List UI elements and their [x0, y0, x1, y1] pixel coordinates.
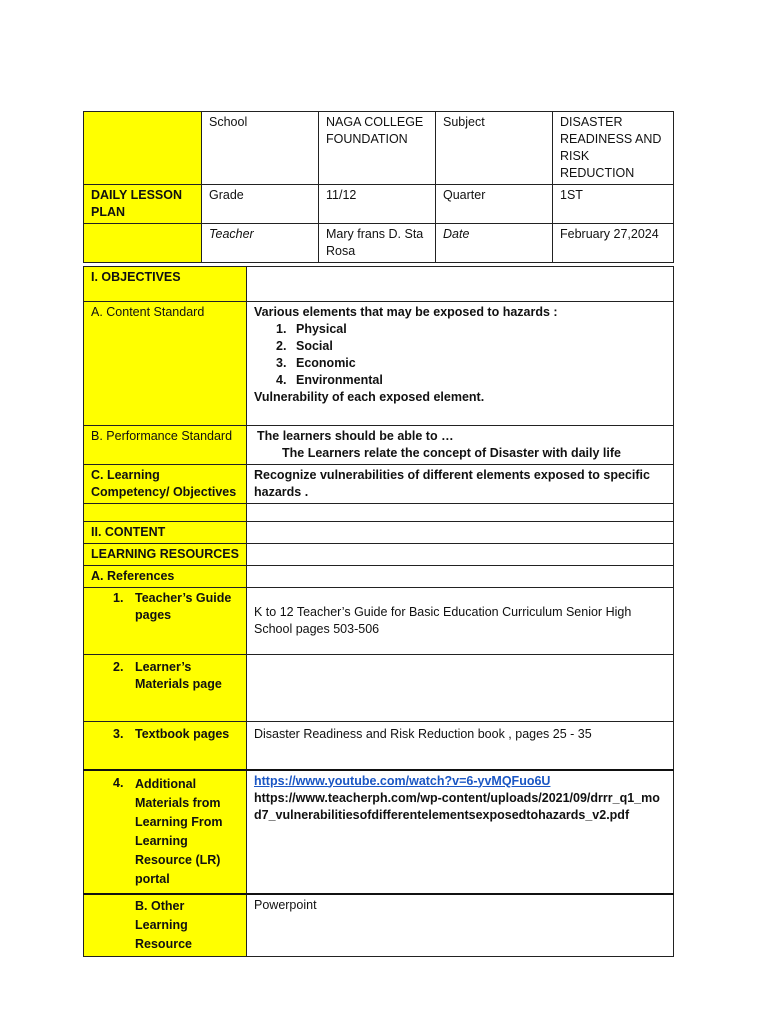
textbook-label: 3. Textbook pages — [84, 722, 247, 770]
quarter-value: 1ST — [553, 185, 674, 224]
additional-materials-label: 4. Additional Materials from Learning From Learning Resource (LR) portal — [84, 770, 247, 894]
competency-label: C. Learning Competency/ Objectives — [84, 465, 247, 504]
content-heading: II. CONTENT — [84, 522, 247, 544]
other-resources-label: B. Other Learning Resource — [84, 894, 247, 957]
teacher-value: Mary frans D. Sta Rosa — [319, 224, 436, 263]
objectives-empty — [247, 267, 674, 302]
teachers-guide-value: K to 12 Teacher’s Guide for Basic Education Curriculum Senior High School pages 503-506 — [247, 588, 674, 655]
learning-resources-heading: LEARNING RESOURCES — [84, 544, 247, 566]
list-item: 3. Economic — [276, 356, 356, 370]
grade-value: 11/12 — [319, 185, 436, 224]
additional-materials-cell — [247, 770, 674, 894]
spacer-row — [84, 504, 247, 522]
date-label: Date — [436, 224, 553, 263]
performance-line-1: The learners should be able to … — [257, 429, 454, 443]
other-resources-value: Powerpoint — [247, 894, 674, 957]
content-standard-list — [254, 321, 666, 389]
header-yellow-cell-bottom — [84, 224, 202, 263]
lesson-plan-table — [83, 266, 674, 957]
quarter-label: Quarter — [436, 185, 553, 224]
competency-text: Recognize vulnerabilities of different elements exposed to specific hazards . — [247, 465, 674, 504]
teacher-label: Teacher — [202, 224, 319, 263]
content-standard-label: A. Content Standard — [84, 302, 247, 426]
content-heading-value — [247, 522, 674, 544]
list-item: 1. Physical — [276, 322, 347, 336]
header-yellow-cell-top — [84, 112, 202, 185]
content-standard-intro: Various elements that may be exposed to hazards : — [254, 305, 558, 319]
subject-value: DISASTER READINESS AND RISK REDUCTION — [553, 112, 674, 185]
date-value: February 27,2024 — [553, 224, 674, 263]
content-standard-cell — [247, 302, 674, 426]
textbook-value: Disaster Readiness and Risk Reduction book , pages 25 - 35 — [247, 722, 674, 770]
teacherph-url: https://www.teacherph.com/wp-content/uploads/2021/09/drrr_q1_mod7_vulnerabilitiesofdifferentelementsexposedtohazards_v2.pdf — [254, 790, 660, 822]
content-standard-outro: Vulnerability of each exposed element. — [254, 390, 485, 404]
school-value: NAGA COLLEGE FOUNDATION — [319, 112, 436, 185]
subject-label: Subject — [436, 112, 553, 185]
grade-label: Grade — [202, 185, 319, 224]
objectives-heading: I. OBJECTIVES — [84, 267, 247, 302]
references-heading: A. References — [84, 566, 247, 588]
list-item: 4. Environmental — [276, 373, 383, 387]
list-item: 2. Social — [276, 339, 333, 353]
spacer-row-value — [247, 504, 674, 522]
performance-standard-label: B. Performance Standard — [84, 426, 247, 465]
learners-materials-value — [247, 655, 674, 722]
performance-standard-cell — [247, 426, 674, 465]
lesson-plan-title: DAILY LESSON PLAN — [84, 185, 202, 224]
teachers-guide-label: 1. Teacher’s Guide pages — [84, 588, 247, 655]
learners-materials-label: 2. Learner’s Materials page — [84, 655, 247, 722]
references-value — [247, 566, 674, 588]
youtube-link[interactable]: https://www.youtube.com/watch?v=6-yvMQFuo6U — [254, 773, 551, 788]
school-label: School — [202, 112, 319, 185]
header-table — [83, 111, 674, 263]
performance-line-2: The Learners relate the concept of Disaster with daily life — [282, 446, 621, 460]
learning-resources-value — [247, 544, 674, 566]
